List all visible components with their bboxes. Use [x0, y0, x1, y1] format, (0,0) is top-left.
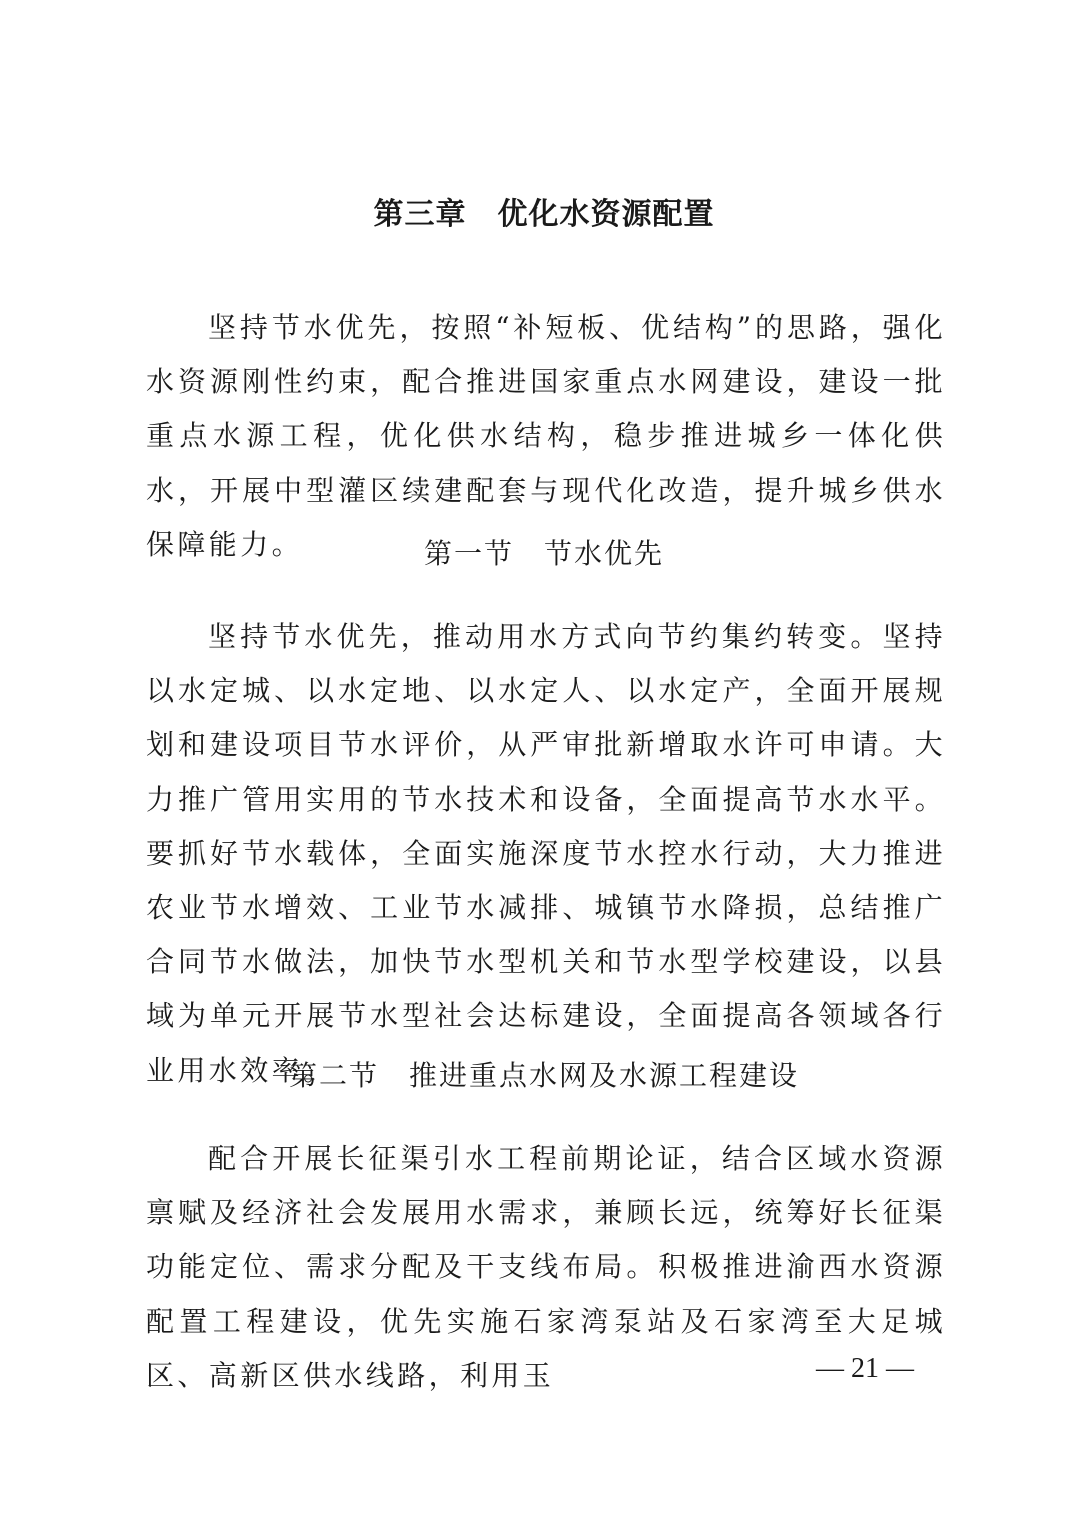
chapter-title: 第三章 优化水资源配置 [373, 197, 715, 232]
page-number: — 21 — [816, 1353, 914, 1384]
section-1-paragraph: 坚持节水优先，推动用水方式向节约集约转变。坚持以水定城、以水定地、以水定人、以水定产，全面开展规划和建设项目节水评价，从严审批新增取水许可申请。大力推广管用实用的节水技术和设备，全面提高节水水平。要抓好节水载体，全面实施深度节水控水行动，大力推进农业节水增效、工业节水减排、城镇节水降损，总结推广合同节水做法，加快节水型机关和节水型学校建设，以县域为单元开展节水型社会达标建设，全面提高各领域各行业用水效率。 [146, 620, 946, 1087]
section-2-paragraph: 配合开展长征渠引水工程前期论证，结合区域水资源禀赋及经济社会发展用水需求，兼顾长远，统筹好长征渠功能定位、需求分配及干支线布局。积极推进渝西水资源配置工程建设，优先实施石家湾泵站及石家湾至大足城区、高新区供水线路，利用玉 [146, 1142, 946, 1392]
section-title-2: 第二节 推进重点水网及水源工程建设 [288, 1059, 799, 1092]
chapter-intro-paragraph: 坚持节水优先，按照“补短板、优结构”的思路，强化水资源刚性约束，配合推进国家重点水网建设，建设一批重点水源工程，优化供水结构，稳步推进城乡一体化供水，开展中型灌区续建配套与现代化改造，提升城乡供水保障能力。 [146, 311, 946, 561]
section-title-1: 第一节 节水优先 [423, 537, 664, 570]
